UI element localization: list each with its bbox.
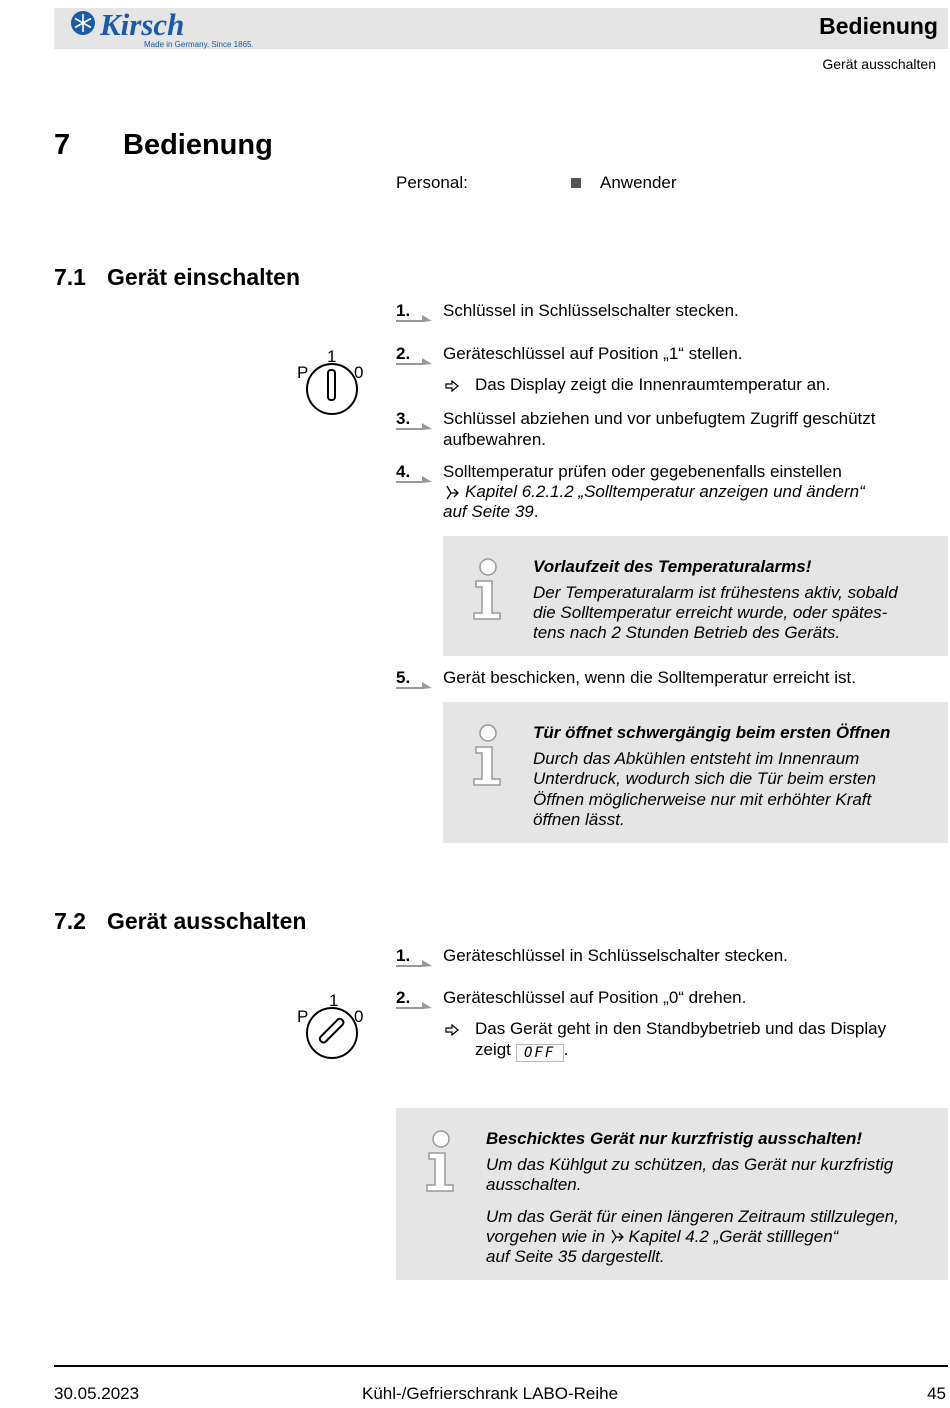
- result-text-line: Das Gerät geht in den Standbybetrieb und das Display: [475, 1019, 887, 1038]
- step-number: 1.: [396, 946, 411, 965]
- step-text-line: aufbewahren.: [443, 430, 547, 449]
- step-text: Geräteschlüssel auf Position „0“ drehen.: [443, 988, 747, 1007]
- chapter-link[interactable]: Kapitel 4.2 „Gerät stilllegen“: [628, 1227, 839, 1246]
- chapter-number: 7: [54, 129, 71, 161]
- info-text-line: Um das Kühlgut zu schützen, das Gerät nur kurzfristig: [486, 1155, 894, 1174]
- step-number: 1.: [396, 301, 411, 320]
- sentence-end: .: [563, 1040, 569, 1059]
- link-reference-icon: [610, 1229, 624, 1244]
- info-text-line: Durch das Abkühlen entsteht im Innenraum: [533, 749, 860, 768]
- info-text-line: öffnen lässt.: [533, 810, 625, 829]
- bullet-square-icon: [571, 178, 581, 188]
- info-text-line: ausschalten.: [486, 1175, 582, 1194]
- header-title: Bedienung: [819, 13, 938, 39]
- result-text: Das Display zeigt die Innenraumtemperatur an.: [475, 375, 831, 394]
- info-text: vorgehen wie in: [486, 1227, 606, 1246]
- step-text: Geräteschlüssel in Schlüsselschalter stecken.: [443, 946, 788, 965]
- switch-label-0: 0: [354, 363, 364, 382]
- info-text-line: tens nach 2 Stunden Betrieb des Geräts.: [533, 623, 841, 642]
- footer-page-number: 45: [927, 1384, 946, 1403]
- kirsch-logo: [64, 8, 254, 50]
- step-arrow-icon: [396, 996, 434, 1012]
- info-text-line: Der Temperaturalarm ist frühestens aktiv, sobald: [533, 583, 898, 602]
- switch-label-0: 0: [354, 1007, 364, 1026]
- chapter-title: Bedienung: [123, 129, 273, 161]
- result-arrow-icon: [445, 379, 459, 397]
- result-text: zeigt: [475, 1040, 511, 1059]
- info-text-line: Öffnen möglicherweise nur mit erhöhter Kraft: [533, 790, 872, 809]
- step-number: 2.: [396, 344, 411, 363]
- display-off-readout: OFF: [516, 1044, 564, 1062]
- sentence-end: .: [533, 502, 539, 521]
- info-icon: [423, 1129, 457, 1198]
- logo-wordmark: Kirsch: [100, 8, 185, 42]
- section-title: Gerät ausschalten: [107, 908, 307, 934]
- step-text-line: [443, 502, 538, 523]
- personal-label: Personal:: [396, 173, 468, 192]
- info-text-line: Um das Gerät für einen längeren Zeitraum stillzulegen,: [486, 1207, 899, 1226]
- step-arrow-icon: [396, 309, 434, 325]
- header-subtitle: Gerät ausschalten: [822, 56, 936, 72]
- switch-label-p: P: [297, 1007, 309, 1026]
- step-number: 2.: [396, 988, 411, 1007]
- info-text-line: [486, 1227, 838, 1248]
- page-link[interactable]: auf Seite 39: [443, 502, 534, 521]
- step-arrow-icon: [396, 352, 434, 368]
- info-title: Beschicktes Gerät nur kurzfristig ausschalten!: [486, 1129, 863, 1148]
- result-arrow-icon: [445, 1023, 459, 1041]
- section-number: 7.2: [54, 908, 86, 934]
- switch-label-1: 1: [327, 347, 337, 366]
- step-arrow-icon: [396, 676, 434, 692]
- info-icon: [470, 557, 504, 626]
- step-arrow-icon: [396, 417, 434, 433]
- step-text-line: Solltemperatur prüfen oder gegebenenfalls einstellen: [443, 462, 842, 481]
- step-text: Geräteschlüssel auf Position „1“ stellen.: [443, 344, 743, 363]
- footer-divider: [54, 1365, 948, 1367]
- section-number: 7.1: [54, 264, 86, 290]
- step-text-line: Schlüssel abziehen und vor unbefugtem Zugriff geschützt: [443, 409, 876, 428]
- info-title: Tür öffnet schwergängig beim ersten Öffnen: [533, 723, 891, 742]
- switch-label-1: 1: [329, 991, 339, 1010]
- footer-product: Kühl-/Gefrierschrank LABO-Reihe: [362, 1384, 619, 1403]
- key-switch-on-illustration: [296, 346, 368, 418]
- result-text-line: [475, 1040, 568, 1062]
- personal-value: Anwender: [600, 173, 677, 192]
- info-icon: [470, 723, 504, 792]
- step-number: 4.: [396, 462, 411, 481]
- page-link[interactable]: auf Seite 35 dargestellt.: [486, 1247, 665, 1266]
- key-switch-off-illustration: [296, 990, 368, 1062]
- step-number: 3.: [396, 409, 411, 428]
- step-text: Gerät beschicken, wenn die Solltemperatur erreicht ist.: [443, 668, 856, 687]
- footer-date: 30.05.2023: [54, 1384, 140, 1403]
- info-text-line: die Solltemperatur erreicht wurde, oder spätes-: [533, 603, 888, 622]
- info-text-line: Unterdruck, wodurch sich die Tür beim ersten: [533, 769, 876, 788]
- switch-label-p: P: [297, 363, 309, 382]
- step-number: 5.: [396, 668, 411, 687]
- logo-tagline: Made in Germany. Since 1865.: [144, 40, 254, 49]
- info-title: Vorlaufzeit des Temperaturalarms!: [533, 557, 812, 576]
- step-text: Schlüssel in Schlüsselschalter stecken.: [443, 301, 739, 320]
- step-arrow-icon: [396, 954, 434, 970]
- section-title: Gerät einschalten: [107, 264, 301, 290]
- step-arrow-icon: [396, 470, 434, 486]
- chapter-link[interactable]: Kapitel 6.2.1.2 „Solltemperatur anzeigen und ändern“: [465, 482, 865, 501]
